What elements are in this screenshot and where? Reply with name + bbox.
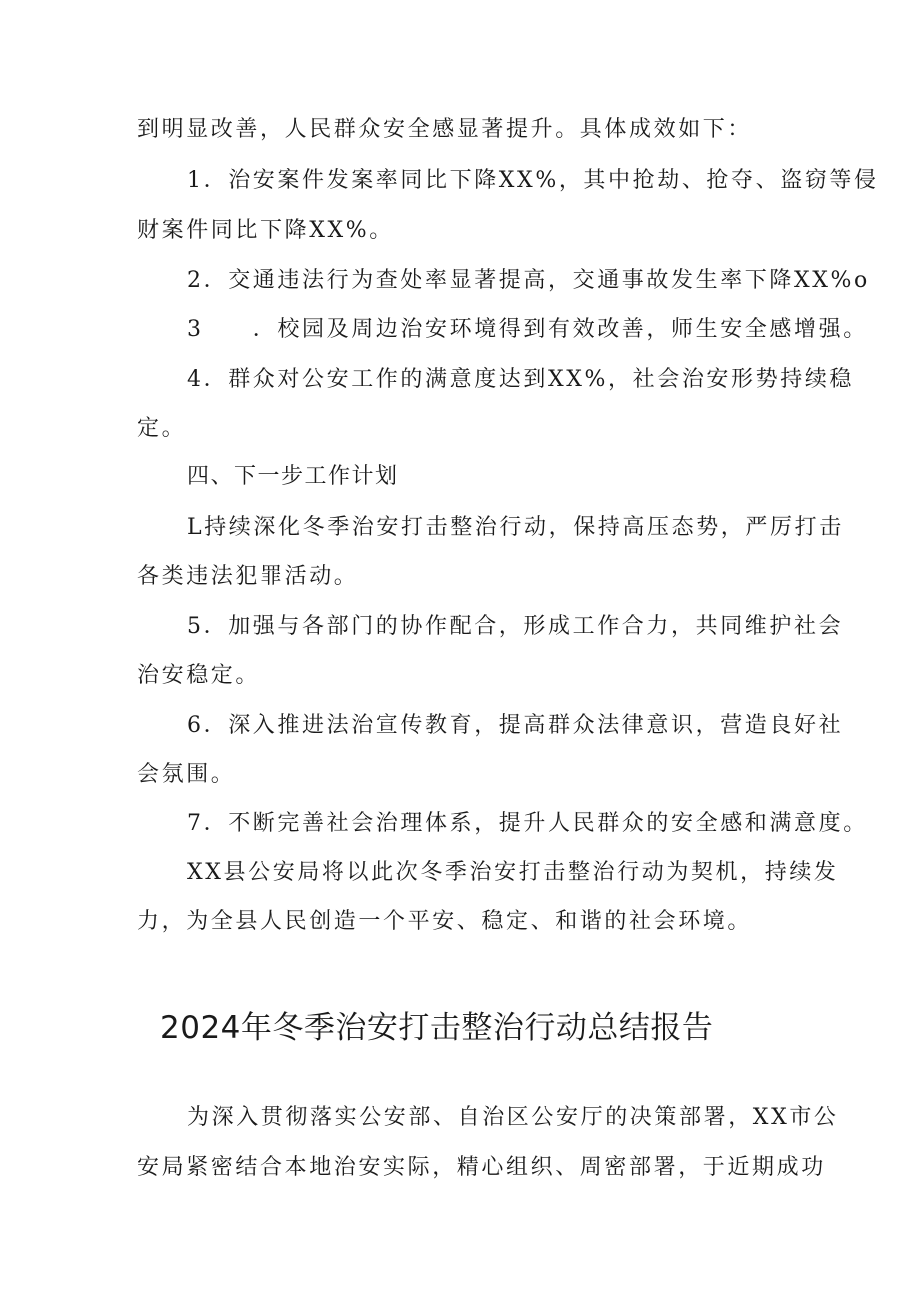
list-item-4: 4．群众对公安工作的满意度达到XX%，社会治安形势持续稳: [187, 367, 855, 392]
plan-item-5: 5．加强与各部门的协作配合，形成工作合力，共同维护社会: [187, 614, 844, 639]
list-item-2: 2．交通违法行为查处率显著提高，交通事故发生率下降XX%o: [187, 268, 870, 293]
report-title: 2024年冬季治安打击整治行动总结报告: [160, 1010, 714, 1046]
closing-paragraph: XX县公安局将以此次冬季治安打击整治行动为契机，持续发: [187, 860, 839, 885]
closing-paragraph-continued: 力，为全县人民创造一个平安、稳定、和谐的社会环境。: [137, 909, 753, 934]
section-heading: 四、下一步工作计划: [187, 464, 399, 489]
list-item-1-continued: 财案件同比下降XX%。: [137, 218, 394, 243]
plan-item-1: L持续深化冬季治安打击整治行动，保持高压态势，严厉打击: [187, 515, 844, 540]
list-item-1: 1．治安案件发案率同比下降XX%，其中抢劫、抢夺、盗窃等侵: [187, 168, 879, 193]
plan-item-1-continued: 各类违法犯罪活动。: [137, 564, 359, 589]
plan-item-7: 7．不断完善社会治理体系，提升人民群众的安全感和满意度。: [187, 811, 868, 836]
plan-item-5-continued: 治安稳定。: [137, 663, 261, 688]
plan-item-6-continued: 会氛围。: [137, 762, 236, 787]
paragraph-line: 到明显改善，人民群众安全感显著提升。具体成效如下：: [137, 117, 753, 142]
list-item-4-continued: 定。: [137, 416, 187, 441]
list-item-3: 3 ．校园及周边治安环境得到有效改善，师生安全感增强。: [187, 317, 868, 342]
plan-item-6: 6．深入推进法治宣传教育，提高群众法律意识，营造良好社: [187, 713, 844, 738]
report-intro-continued: 安局紧密结合本地治安实际，精心组织、周密部署，于近期成功: [137, 1155, 826, 1180]
report-intro-line: 为深入贯彻落实公安部、自治区公安厅的决策部署，XX市公: [187, 1105, 839, 1130]
